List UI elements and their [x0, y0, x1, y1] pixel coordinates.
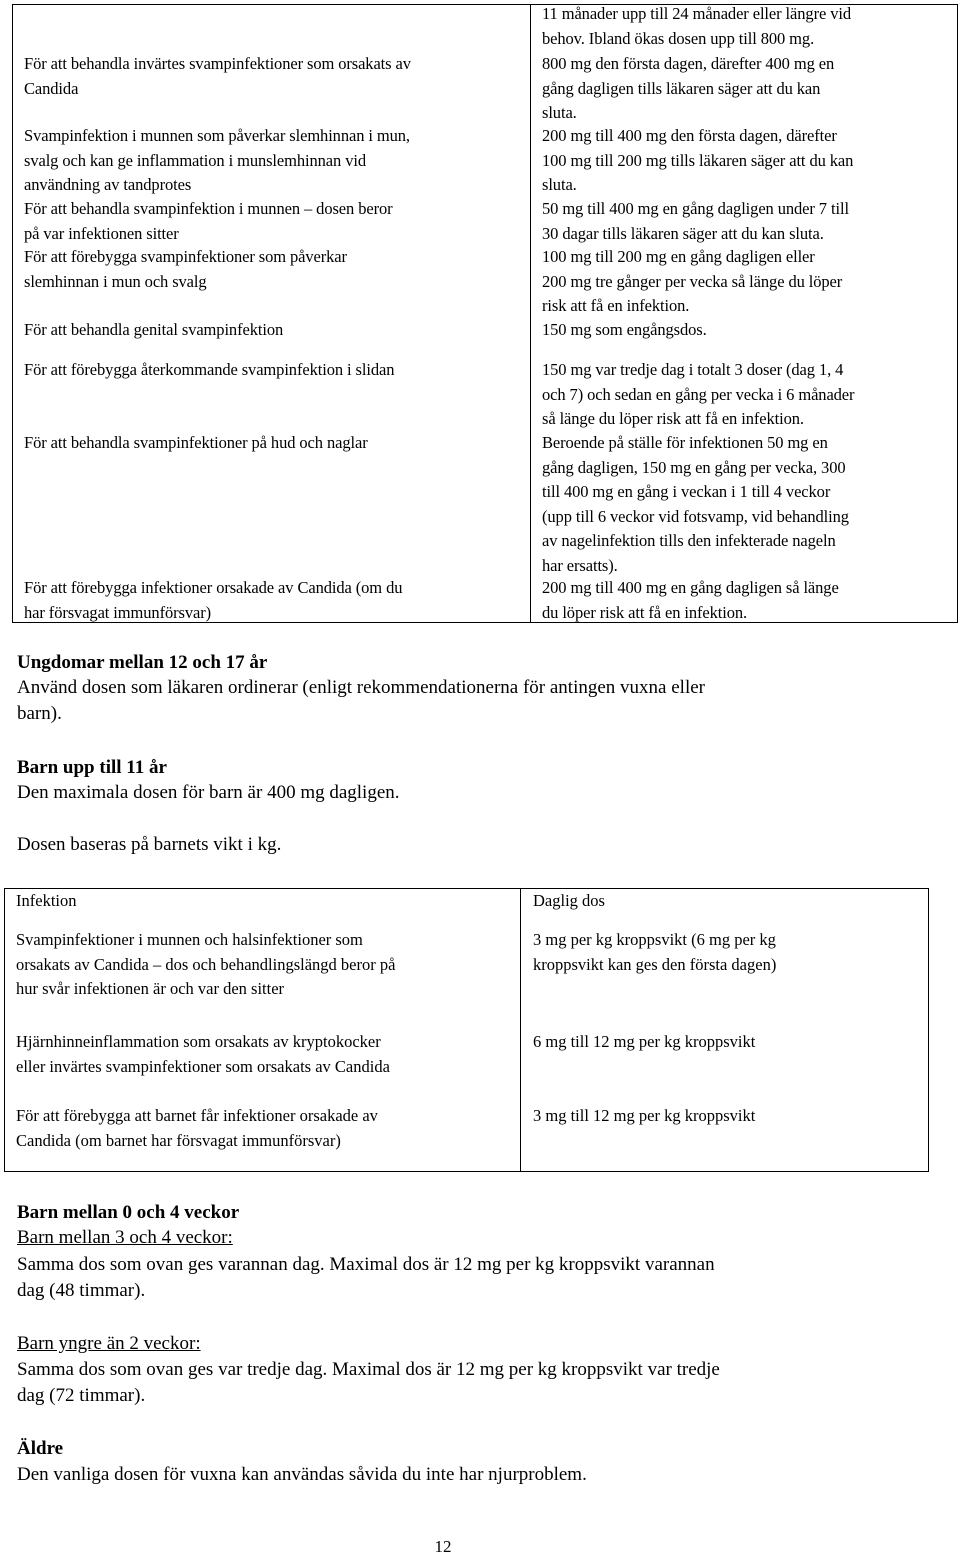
elderly-heading: Äldre: [17, 1438, 64, 1459]
table-dose-cell: 150 mg var tredje dag i totalt 3 doser (dag 1, 4 och 7) och sedan en gång per vecka i 6 månader så länge du löper risk att få en infektion.: [542, 360, 855, 428]
children-weight-text: Dosen baseras på barnets vikt i kg.: [17, 834, 282, 855]
table-header-infection: Infektion: [16, 891, 77, 910]
table-condition-cell: För att förebygga svampinfektioner som påverkar slemhinnan i mun och svalg: [24, 247, 347, 291]
table-border-right: [928, 888, 929, 1172]
teens-text: Använd dosen som läkaren ordinerar (enligt rekommendationerna för antingen vuxna eller barn).: [17, 677, 705, 724]
elderly-text: Den vanliga dosen för vuxna kan användas såvida du inte har njurproblem.: [17, 1464, 587, 1485]
table-dose-cell: 6 mg till 12 mg per kg kroppsvikt: [533, 1032, 756, 1051]
table-dose-cell: Beroende på ställe för infektionen 50 mg en gång dagligen, 150 mg en gång per vecka, 300 till 400 mg en gång i veckan i 1 till 4 veckor (upp till 6 veckor vid fotsvamp, vid behandling av nagelinfektion tills den infekterade nageln har ersatts).: [542, 433, 849, 575]
table-border-bottom: [4, 1171, 929, 1172]
infants-3-4-weeks-text: Samma dos som ovan ges varannan dag. Maximal dos är 12 mg per kg kroppsvikt varannan dag (48 timmar).: [17, 1254, 715, 1301]
table-dose-cell: 200 mg till 400 mg en gång dagligen så länge du löper risk att få en infektion.: [542, 578, 839, 622]
infants-heading: Barn mellan 0 och 4 veckor: [17, 1202, 240, 1223]
table-dose-cell: 11 månader upp till 24 månader eller längre vid behov. Ibland ökas dosen upp till 800 mg.: [542, 4, 851, 48]
table-condition-cell: Svampinfektion i munnen som påverkar slemhinnan i mun, svalg och kan ge inflammation i munslemhinnan vid användning av tandprotes: [24, 126, 410, 194]
teens-heading: Ungdomar mellan 12 och 17 år: [17, 652, 268, 673]
table-condition-cell: För att förebygga återkommande svampinfektion i slidan: [24, 360, 395, 379]
table-dose-cell: 150 mg som engångsdos.: [542, 320, 707, 339]
table-column-divider: [530, 4, 531, 623]
page-number: 12: [434, 1537, 452, 1556]
table-condition-cell: För att behandla svampinfektion i munnen – dosen beror på var infektionen sitter: [24, 199, 393, 243]
table-condition-cell: Svampinfektioner i munnen och halsinfektioner som orsakats av Candida – dos och behandlingslängd beror på hur svår infektionen är och var den sitter: [16, 930, 396, 998]
table-dose-cell: 3 mg till 12 mg per kg kroppsvikt: [533, 1106, 756, 1125]
children-heading: Barn upp till 11 år: [17, 757, 167, 778]
infants-under-2-weeks-subheading: Barn yngre än 2 veckor:: [17, 1333, 201, 1354]
table-condition-cell: För att behandla svampinfektioner på hud och naglar: [24, 433, 368, 452]
table-condition-cell: För att förebygga att barnet får infektioner orsakade av Candida (om barnet har försvagat immunförsvar): [16, 1106, 378, 1150]
infants-under-2-weeks-text: Samma dos som ovan ges var tredje dag. Maximal dos är 12 mg per kg kroppsvikt var tredje dag (72 timmar).: [17, 1359, 720, 1406]
table-condition-cell: Hjärnhinneinflammation som orsakats av kryptokocker eller invärtes svampinfektioner som orsakats av Candida: [16, 1032, 390, 1076]
table-border-right: [957, 4, 958, 623]
table-dose-cell: 800 mg den första dagen, därefter 400 mg en gång dagligen tills läkaren säger att du kan sluta.: [542, 54, 835, 122]
table-condition-cell: För att behandla genital svampinfektion: [24, 320, 284, 339]
table-dose-cell: 50 mg till 400 mg en gång dagligen under 7 till 30 dagar tills läkaren säger att du kan sluta.: [542, 199, 849, 243]
table-condition-cell: För att behandla invärtes svampinfektioner som orsakats av Candida: [24, 54, 411, 98]
table-border-left: [4, 888, 5, 1172]
infants-3-4-weeks-subheading: Barn mellan 3 och 4 veckor:: [17, 1227, 233, 1248]
table-border-left: [12, 4, 13, 623]
table-dose-cell: 3 mg per kg kroppsvikt (6 mg per kg kroppsvikt kan ges den första dagen): [533, 930, 777, 974]
table-dose-cell: 200 mg till 400 mg den första dagen, därefter 100 mg till 200 mg tills läkaren säger att du kan sluta.: [542, 126, 854, 194]
children-max-dose-text: Den maximala dosen för barn är 400 mg dagligen.: [17, 782, 400, 803]
table-dose-cell: 100 mg till 200 mg en gång dagligen eller 200 mg tre gånger per vecka så länge du löper risk att få en infektion.: [542, 247, 843, 315]
table-column-divider: [520, 888, 521, 1172]
table-header-daily-dose: Daglig dos: [533, 891, 605, 910]
table-condition-cell: För att förebygga infektioner orsakade av Candida (om du har försvagat immunförsvar): [24, 578, 403, 622]
